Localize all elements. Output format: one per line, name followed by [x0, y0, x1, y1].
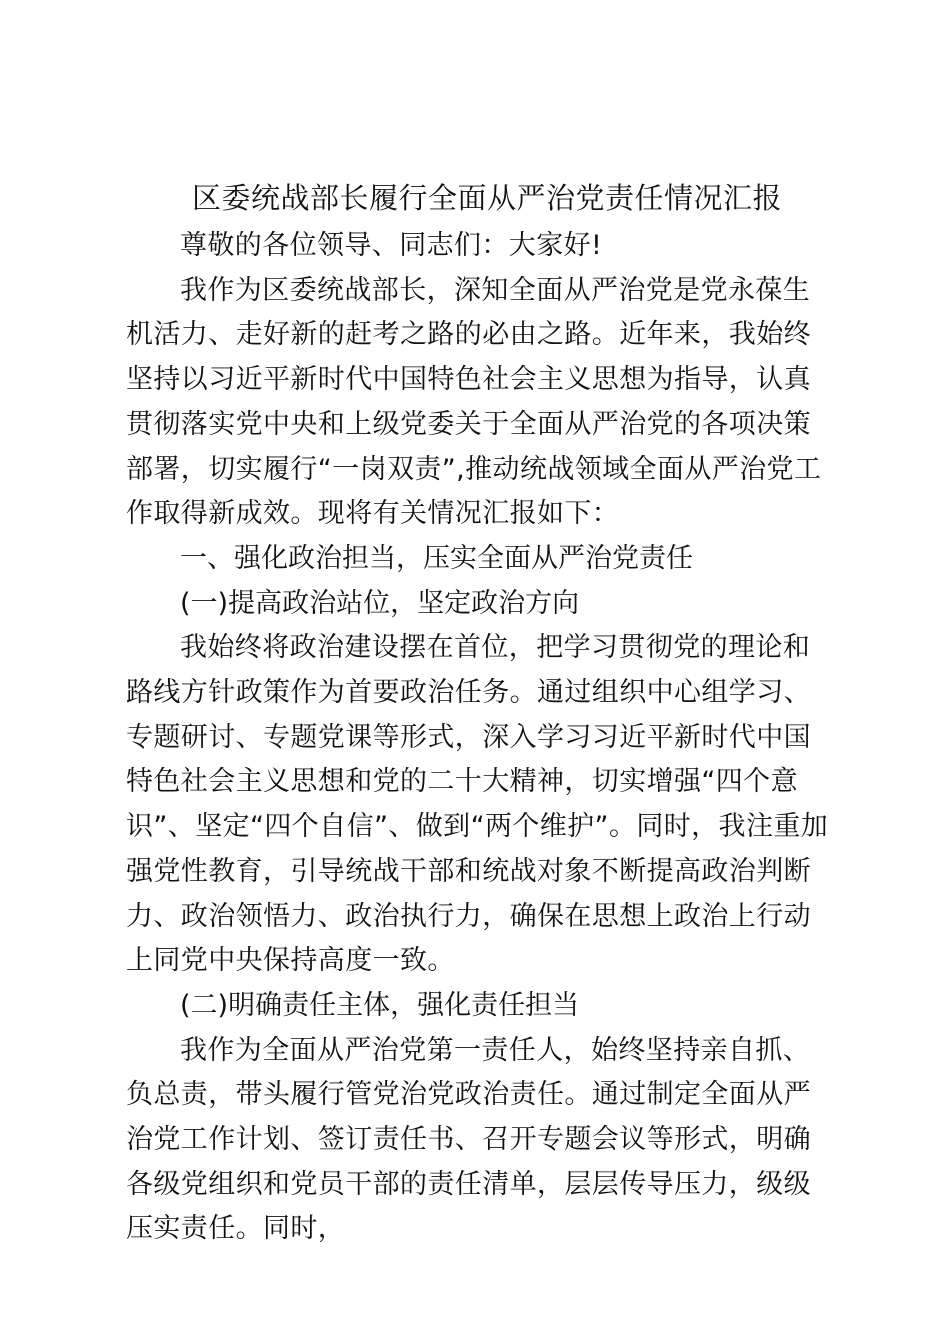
subsection-1-heading: (一)提高政治站位，坚定政治方向 — [180, 587, 580, 619]
document-page — [126, 176, 834, 1252]
subsection-2-heading: (二)明确责任主体，强化责任担当 — [180, 989, 580, 1021]
intro-paragraph: 我作为区委统战部长，深知全面从严治党是党永葆生机活力、走好新的赶考之路的必由之路。近年来，我始终坚持以习近平新时代中国特色社会主义思想为指导，认真贯彻落实党中央和上级党委关于全面从严治党的各项决策部署，切实履行“一岗双责”,推动统战领域全面从严治党工作取得新成效。现将有关情况汇报如下： — [126, 274, 822, 530]
document-title: 区委统战部长履行全面从严治党责任情况汇报 — [192, 181, 783, 215]
section-1-heading: 一、强化政治担当，压实全面从严治党责任 — [180, 542, 693, 574]
subsection-1-body: 我始终将政治建设摆在首位，把学习贯彻党的理论和路线方针政策作为首要政治任务。通过组织中心组学习、专题研讨、专题党课等形式，深入学习习近平新时代中国特色社会主义思想和党的二十大精神，切实增强“四个意识”、坚定“四个自信”、做到“两个维护”。同时，我注重加强党性教育，引导统战干部和统战对象不断提高政治判断力、政治领悟力、政治执行力，确保在思想上政治上行动上同党中央保持高度一致。 — [126, 632, 829, 977]
greeting: 尊敬的各位领导、同志们：大家好! — [180, 230, 603, 261]
subsection-2-body: 我作为全面从严治党第一责任人，始终坚持亲自抓、负总责，带头履行管党治党政治责任。通过制定全面从严治党工作计划、签订责任书、召开专题会议等形式，明确各级党组织和党员干部的责任清单，层层传导压力，级级压实责任。同时， — [126, 1034, 811, 1245]
